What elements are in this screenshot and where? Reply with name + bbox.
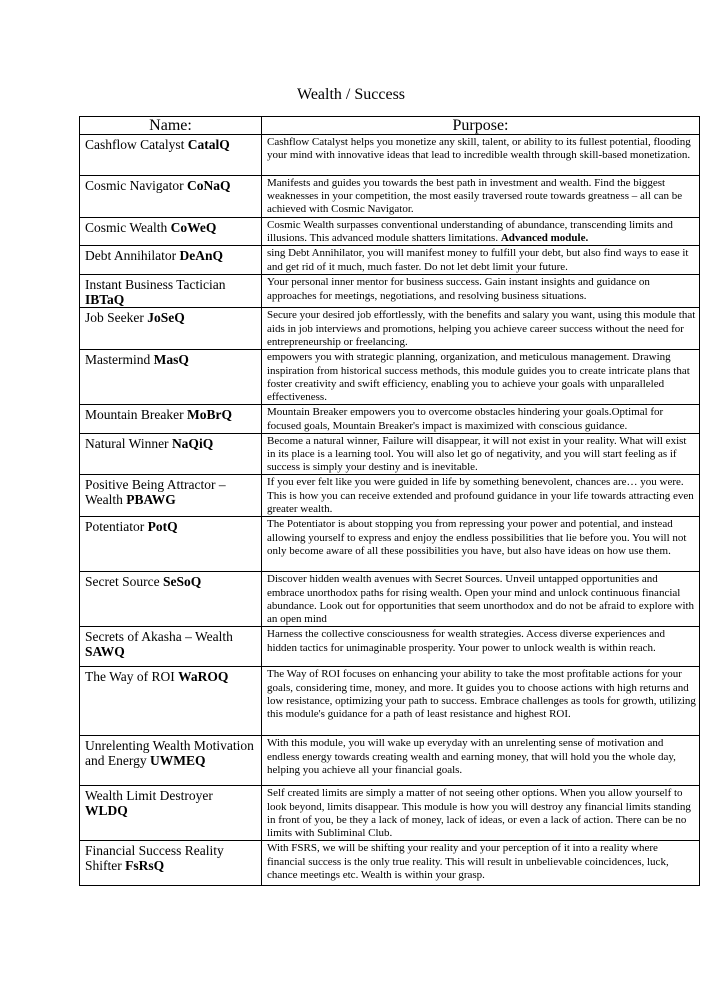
module-purpose: With this module, you will wake up everyday with an unrelenting sense of motivation and endless energy towards creating wealth and earning money, that will hold you the whole day, helping you achieve all your financial goals. [267, 737, 676, 776]
module-code: CoWeQ [170, 220, 217, 235]
module-name: Secrets of Akasha – Wealth [85, 629, 233, 645]
module-purpose: If you ever felt like you were guided in life by something benevolent, chances are… you were. This is how you can receive extended and profound guidance in your life towards attracting even greater wealth. [267, 476, 694, 515]
module-name-cell [80, 736, 262, 786]
table-row [80, 176, 700, 218]
module-code: IBTaQ [85, 292, 125, 308]
module-name: Secret Source [85, 574, 163, 590]
wealth-success-table [79, 116, 700, 886]
module-purpose: Become a natural winner, Failure will disappear, it will not exist in your reality. What will exist in its place is a learning tool. You will also let go of negativity, and you will start feeling as if success is simply your destiny and is inevitable. [267, 434, 687, 474]
module-code: SeSoQ [162, 574, 202, 590]
table-row [80, 135, 700, 176]
table-row [80, 308, 700, 350]
module-purpose: Manifests and guides you towards the best path in investment and wealth. Find the biggest weaknesses in your competition, the most easily traversed route towards greatness – all can be achieved with Cosmic Navigator. [267, 177, 683, 216]
module-name-cell [80, 627, 262, 667]
module-purpose: The Way of ROI focuses on enhancing your ability to take the most profitable actions for your goals, considering time, money, and more. It guides you to choose actions with high returns and low resistance, optimizing your path to success. Embrace challenges as tools for growth, utilizing this module's guidance for a path of least resistance and highest ROI. [267, 668, 696, 721]
module-code: MoBrQ [186, 407, 232, 423]
purpose-column-header: Purpose: [262, 117, 700, 135]
module-name: Debt Annihilator [85, 248, 180, 264]
module-code: FsRsQ [125, 858, 165, 874]
module-name: The Way of ROI [85, 669, 179, 685]
module-purpose: empowers you with strategic planning, organization, and meticulous management. Drawing inspiration from historical success methods, this module guides you to create intricate plans that foster creativity and swift efficiency, enabling you to achieve your goals with unparalleled effectiveness. [267, 351, 690, 404]
module-code: DeAnQ [179, 248, 223, 264]
module-name-cell [80, 572, 262, 627]
module-purpose-cell [262, 176, 700, 218]
module-name-cell [80, 667, 262, 736]
module-purpose-cell [262, 841, 700, 886]
module-purpose-cell [262, 475, 700, 517]
module-purpose: Secure your desired job effortlessly, with the benefits and salary you want, using this module that aids in job interviews and promotions, helping you achieve career success without the need for entrepreneurship or freelancing. [267, 309, 696, 348]
table-row [80, 572, 700, 627]
module-purpose-cell [262, 405, 700, 433]
module-name-cell [80, 308, 262, 350]
module-name-cell [80, 786, 262, 841]
module-code: WaROQ [178, 669, 229, 685]
module-purpose: Self created limits are simply a matter of not seeing other options. When you allow yourself to look beyond, limits disappear. This module is how you will destroy any financial limits standing in front of you, be they a lack of money, lack of ideas, or even a lack of action. There can be no limits with Subliminal Club. [267, 787, 691, 840]
module-code: CoNaQ [186, 178, 231, 193]
page-title: Wealth / Success [297, 86, 406, 103]
module-name-cell [80, 405, 262, 433]
table-row [80, 405, 700, 433]
module-name: Wealth Limit Destroyer [85, 788, 213, 804]
module-name: Positive Being Attractor – Wealth [85, 477, 226, 508]
module-code: NaQiQ [171, 435, 214, 451]
module-name-cell [80, 350, 262, 405]
name-column-header: Name: [80, 117, 262, 135]
module-name-cell [80, 841, 262, 886]
module-name-cell [80, 475, 262, 517]
module-purpose-cell [262, 667, 700, 736]
module-name: Mountain Breaker [85, 407, 187, 423]
module-name: Cosmic Navigator [85, 178, 187, 193]
table-row [80, 667, 700, 736]
module-purpose-cell [262, 627, 700, 667]
module-name: Instant Business Tactician [85, 277, 226, 293]
module-purpose-cell [262, 433, 700, 475]
module-name: Cashflow Catalyst [85, 137, 188, 152]
module-purpose-cell [262, 135, 700, 176]
module-purpose-cell [262, 218, 700, 246]
module-purpose: Discover hidden wealth avenues with Secret Sources. Unveil untapped opportunities and embrace unorthodox paths for rising wealth. Open your mind and unlock continuous financial abundance. Look out for opportunities that seem unorthodox and do not be afraid to explore with an open mind [267, 573, 695, 626]
table-row [80, 275, 700, 308]
module-code: CatalQ [187, 137, 230, 152]
module-purpose-cell [262, 786, 700, 841]
module-name: Cosmic Wealth [85, 220, 171, 235]
module-code: MasQ [153, 352, 189, 368]
module-purpose: Your personal inner mentor for business success. Gain instant insights and guidance on approaches for meetings, negotiations, and resolving business situations. [267, 276, 650, 302]
module-name: Potentiator [85, 519, 148, 535]
table-row [80, 218, 700, 246]
table-row [80, 736, 700, 786]
module-name-cell [80, 176, 262, 218]
module-name: Financial Success Reality Shifter [85, 843, 224, 874]
table-row [80, 350, 700, 405]
module-purpose: The Potentiator is about stopping you from repressing your power and potential, and instead allowing yourself to express and enjoy the endless possibilities that lie before you. You will not only become aware of all these possibilities you have, but also have ideas on how use them. [267, 518, 687, 557]
table-header-row [80, 117, 700, 135]
module-code: PotQ [147, 519, 178, 535]
table-row [80, 433, 700, 475]
table-row [80, 786, 700, 841]
module-code: SAWQ [85, 644, 125, 660]
module-name-cell [80, 246, 262, 275]
module-purpose: sing Debt Annihilator, you will manifest money to fulfill your debt, but also find ways to ease it and get rid of it much, much faster. Do not let debt limit your future. [267, 247, 689, 273]
module-code: WLDQ [85, 803, 128, 819]
module-purpose: Harness the collective consciousness for wealth strategies. Access diverse experiences and hidden tactics for unimaginable prosperity. Your power to unlock wealth is within reach. [267, 628, 665, 654]
table-row [80, 841, 700, 886]
module-purpose-cell [262, 275, 700, 308]
module-purpose: With FSRS, we will be shifting your reality and your perception of it into a reality where financial success is the only true reality. This will result in unbelievable coincidences, luck, chance meetings etc. Wealth is within your grasp. [267, 842, 669, 881]
module-purpose-cell [262, 572, 700, 627]
module-name-cell [80, 275, 262, 308]
table-row [80, 627, 700, 667]
table-row [80, 475, 700, 517]
module-purpose-cell [262, 246, 700, 275]
module-purpose-emphasis: Advanced module. [500, 232, 589, 245]
module-name-cell [80, 218, 262, 246]
module-name-cell [80, 433, 262, 475]
table-row [80, 517, 700, 572]
module-name-cell [80, 135, 262, 176]
module-name: Mastermind [85, 352, 154, 368]
module-purpose-cell [262, 517, 700, 572]
module-name: Job Seeker [85, 310, 148, 326]
module-name: Unrelenting Wealth Motivation and Energy [85, 738, 254, 769]
module-code: JoSeQ [147, 310, 185, 326]
module-purpose: Mountain Breaker empowers you to overcome obstacles hindering your goals.Optimal for focused goals, Mountain Breaker's impact is maximized with conscious guidance. [267, 406, 664, 432]
module-name-cell [80, 517, 262, 572]
module-purpose-cell [262, 350, 700, 405]
module-name: Natural Winner [85, 435, 172, 451]
module-purpose-cell [262, 736, 700, 786]
module-purpose: Cashflow Catalyst helps you monetize any skill, talent, or ability to its fullest potential, flooding your mind with innovative ideas that lead to incredible wealth through skill-based monetization. [267, 136, 691, 162]
module-code: UWMEQ [149, 753, 206, 769]
table-row [80, 246, 700, 275]
module-purpose-cell [262, 308, 700, 350]
module-code: PBAWG [126, 492, 176, 508]
module-purpose: Cosmic Wealth surpasses conventional understanding of abundance, transcending limits and illusions. This advanced module shatters limitations. [267, 219, 673, 245]
